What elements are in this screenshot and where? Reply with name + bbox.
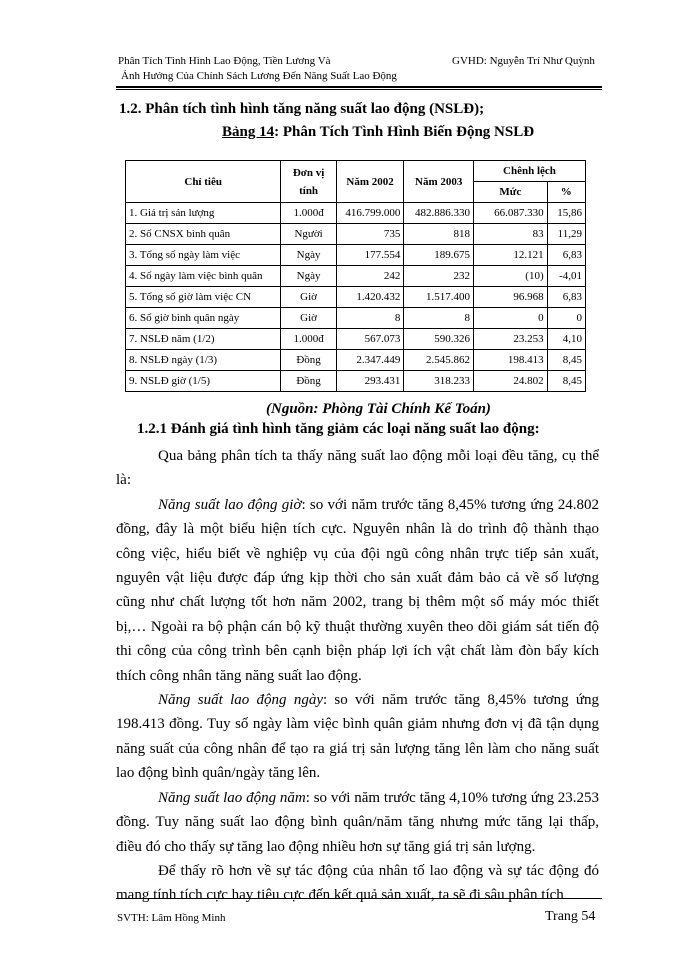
cell-2002: 1.420.432 <box>336 287 404 308</box>
cell-2002: 567.073 <box>336 329 404 350</box>
cell-amount: 96.968 <box>473 287 547 308</box>
cell-amount: 12.121 <box>473 245 547 266</box>
table-row <box>126 266 586 287</box>
term-daily: Năng suất lao động ngày <box>158 692 323 709</box>
cell-amount: 83 <box>473 224 547 245</box>
cell-2002: 735 <box>336 224 404 245</box>
cell-indicator: 2. Số CNSX bình quân <box>126 224 281 245</box>
cell-percent: 8,45 <box>547 350 585 371</box>
cell-indicator: 5. Tổng số giờ làm việc CN <box>126 287 281 308</box>
header-divider-thin <box>116 89 602 90</box>
cell-amount: 23.253 <box>473 329 547 350</box>
table-row <box>126 287 586 308</box>
cell-unit: Người <box>281 224 336 245</box>
cell-2003: 482.886.330 <box>404 203 474 224</box>
cell-percent: 4,10 <box>547 329 585 350</box>
cell-indicator: 6. Số giờ bình quân ngày <box>126 308 281 329</box>
text-daily: : so với năm trước tăng 8,45% tương ứng 198.413 đồng. Tuy số ngày làm việc bình quân giảm nhưng đơn vị đã tận dụng năng suất của công nhân để tạo ra giá trị sản lượng tăng lên làm cho năng suất lao động bình quân/ngày tăng lên. <box>116 692 599 782</box>
paragraph-closing: Để thấy rõ hơn về sự tác động của nhân tố lao động và sự tác động đó mang tính tích cực hay tiêu cực đến kết quả sản xuất, ta sẽ đi sâu phân tích <box>116 862 599 904</box>
cell-percent: 6,83 <box>547 245 585 266</box>
header-year-2002: Năm 2002 <box>336 161 404 203</box>
cell-amount: (10) <box>473 266 547 287</box>
table-row <box>126 329 586 350</box>
labor-productivity-table <box>125 160 586 392</box>
cell-unit: Giờ <box>281 287 336 308</box>
table-title <box>222 124 534 141</box>
text-hourly: : so với năm trước tăng 8,45% tương ứng 24.802 đồng, đây là một biểu hiện tích cực. Nguyên nhân là do trình độ thành thạo công việc, hiểu biết về nghiệp vụ của đội ngũ công nhân trực tiếp sản xuất, nguyên vật liệu được đáp ứng kịp thời cho sản xuất đảm bảo cả về số lượng cũng như chất lượng tốt hơn năm 2002, trang bị thêm một số máy móc thiết bị,… Ngoài ra bộ phận cán bộ kỹ thuật thường xuyên theo dõi giám sát tiến độ thi công của công trình bên cạnh biện pháp lợi ích vật chất làm đòn bẩy kích thích công nhân tăng năng suất lao động. <box>116 496 599 684</box>
header-diff-percent: % <box>547 182 585 203</box>
cell-2002: 177.554 <box>336 245 404 266</box>
header-title-line2: Ảnh Hưởng Của Chính Sách Lương Đến Năng Suất Lao Động <box>121 70 397 82</box>
cell-2003: 232 <box>404 266 474 287</box>
paragraph-daily <box>116 688 599 786</box>
cell-2002: 242 <box>336 266 404 287</box>
table-row <box>126 350 586 371</box>
header-advisor: GVHD: Nguyễn Trí Như Quỳnh <box>452 55 595 67</box>
header-difference: Chênh lệch <box>473 161 585 182</box>
header-left <box>118 54 397 84</box>
header-unit-line1: Đơn vị <box>292 166 325 179</box>
cell-unit: 1.000đ <box>281 329 336 350</box>
cell-2003: 2.545.862 <box>404 350 474 371</box>
cell-2003: 189.675 <box>404 245 474 266</box>
cell-indicator: 3. Tổng số ngày làm việc <box>126 245 281 266</box>
cell-percent: 8,45 <box>547 371 585 392</box>
cell-percent: 11,29 <box>547 224 585 245</box>
cell-2003: 8 <box>404 308 474 329</box>
cell-unit: Giờ <box>281 308 336 329</box>
cell-percent: -4,01 <box>547 266 585 287</box>
cell-amount: 24.802 <box>473 371 547 392</box>
paragraph-hourly <box>116 493 599 688</box>
table-row <box>126 308 586 329</box>
cell-indicator: 1. Giá trị sản lượng <box>126 203 281 224</box>
cell-percent: 15,86 <box>547 203 585 224</box>
term-yearly: Năng suất lao động năm <box>158 789 306 806</box>
cell-2002: 8 <box>336 308 404 329</box>
cell-unit: Đồng <box>281 350 336 371</box>
section-title: 1.2. Phân tích tình hình tăng năng suất lao động (NSLĐ); <box>119 101 485 117</box>
paragraph-yearly <box>116 786 599 859</box>
table-source: (Nguồn: Phòng Tài Chính Kế Toán) <box>266 401 491 417</box>
table-title-text: : Phân Tích Tình Hình Biến Động NSLĐ <box>274 124 535 140</box>
cell-unit: Ngày <box>281 245 336 266</box>
table-row <box>126 371 586 392</box>
header-unit-line2: tính <box>299 184 319 197</box>
cell-2003: 318.233 <box>404 371 474 392</box>
footer-divider <box>116 898 602 899</box>
table-row <box>126 203 586 224</box>
cell-indicator: 9. NSLĐ giờ (1/5) <box>126 371 281 392</box>
cell-2003: 1.517.400 <box>404 287 474 308</box>
body-text <box>116 444 599 908</box>
cell-2002: 2.347.449 <box>336 350 404 371</box>
header-diff-amount: Mức <box>473 182 547 203</box>
cell-2002: 416.799.000 <box>336 203 404 224</box>
cell-amount: 198.413 <box>473 350 547 371</box>
header-divider <box>116 86 602 88</box>
cell-indicator: 7. NSLĐ năm (1/2) <box>126 329 281 350</box>
subsection-title: 1.2.1 Đánh giá tình hình tăng giảm các loại năng suất lao động: <box>137 421 540 437</box>
cell-amount: 0 <box>473 308 547 329</box>
page-number: Trang 54 <box>545 909 596 924</box>
cell-2003: 590.326 <box>404 329 474 350</box>
cell-unit: Ngày <box>281 266 336 287</box>
footer-student: SVTH: Lâm Hồng Minh <box>117 912 226 924</box>
header-indicator: Chỉ tiêu <box>126 161 281 203</box>
cell-percent: 0 <box>547 308 585 329</box>
text-yearly: : so với năm trước tăng 4,10% tương ứng 23.253 đồng. Tuy năng suất lao động bình quân/năm tăng nhưng mức tăng lại thấp, điều đó cho thấy sự tăng lao động nhiều hơn sự tăng giá trị sản lượng. <box>116 789 600 855</box>
cell-percent: 6,83 <box>547 287 585 308</box>
header-year-2003: Năm 2003 <box>404 161 474 203</box>
header-title-line1: Phân Tích Tình Hình Lao Động, Tiền Lương Và <box>118 55 331 67</box>
table-row <box>126 224 586 245</box>
cell-amount: 66.087.330 <box>473 203 547 224</box>
cell-2002: 293.431 <box>336 371 404 392</box>
table-label: Bảng 14 <box>222 124 275 140</box>
term-hourly: Năng suất lao động giờ <box>158 496 302 513</box>
cell-2003: 818 <box>404 224 474 245</box>
table-row <box>126 245 586 266</box>
paragraph-intro: Qua bảng phân tích ta thấy năng suất lao động mỗi loại đều tăng, cụ thể là: <box>116 448 599 489</box>
cell-unit: 1.000đ <box>281 203 336 224</box>
cell-unit: Đồng <box>281 371 336 392</box>
cell-indicator: 4. Số ngày làm việc bình quân <box>126 266 281 287</box>
header-unit <box>281 161 336 203</box>
cell-indicator: 8. NSLĐ ngày (1/3) <box>126 350 281 371</box>
